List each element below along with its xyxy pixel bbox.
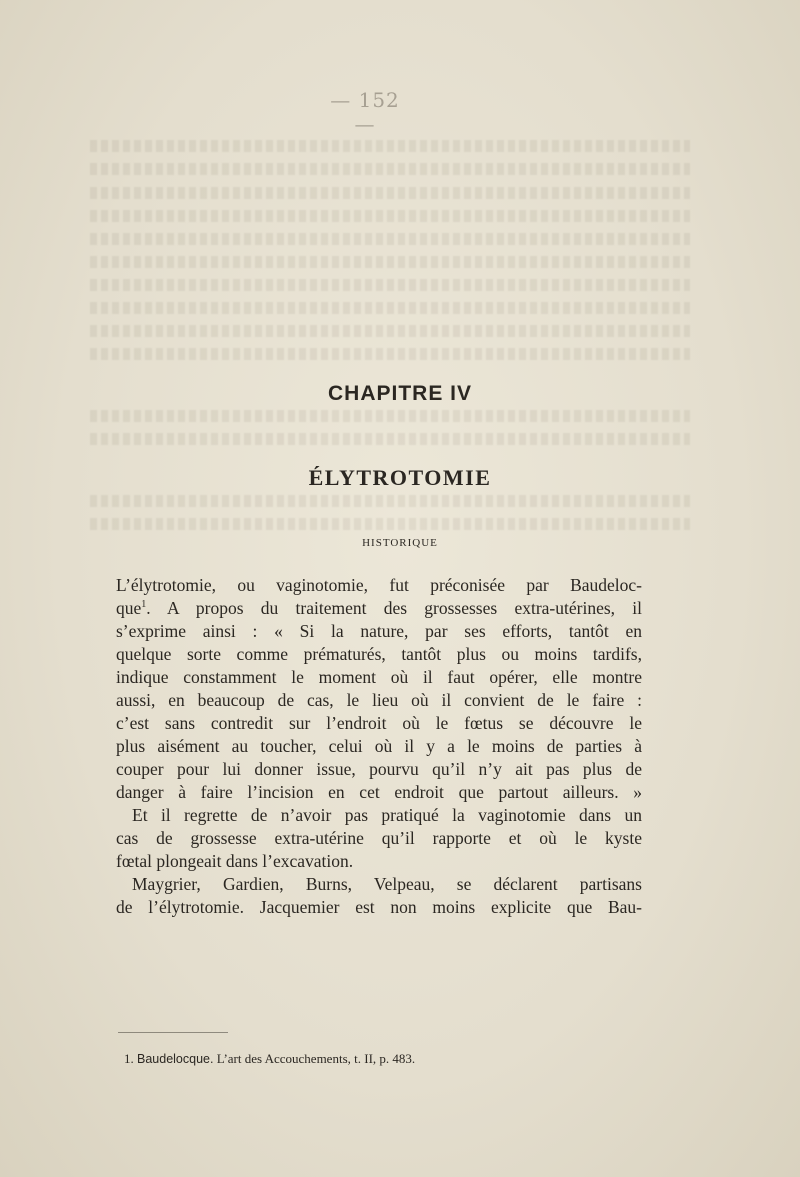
footnote-marker: 1	[141, 599, 147, 611]
text-line	[116, 597, 642, 620]
bleed-through-line	[90, 495, 690, 507]
chapter-title: CHAPITRE IV	[327, 382, 472, 405]
bleed-through-line	[90, 279, 690, 291]
text-line: L’élytrotomie, ou vaginotomie, fut préconisée par Baudeloc-	[116, 575, 642, 595]
footnote-rule	[118, 1032, 228, 1033]
paragraph	[116, 873, 642, 919]
text-line: c’est sans contredit sur l’endroit où le fœtus se découvre le	[116, 713, 642, 733]
text-fragment: . A propos du traitement des grossesses extra-utérines, il	[146, 598, 642, 618]
text-line: indique constamment le moment où il faut opérer, elle montre	[116, 667, 642, 687]
text-line: quelque sorte comme prématurés, tantôt plus ou moins tardifs,	[116, 644, 642, 664]
bleed-through-line	[90, 187, 690, 199]
section-subtitle: HISTORIQUE	[362, 537, 438, 549]
bleed-through-line	[90, 433, 690, 445]
text-line: de l’élytrotomie. Jacquemier est non moins explicite que Bau-	[116, 897, 642, 917]
bleed-through-line	[90, 518, 690, 530]
text-line: danger à faire l’incision en cet endroit que partout ailleurs. »	[116, 782, 642, 802]
footnote-number: 1.	[124, 1051, 134, 1066]
bleed-through-line	[90, 233, 690, 245]
bleed-through-line	[90, 302, 690, 314]
footnote	[124, 1051, 644, 1067]
bleed-through-line	[90, 210, 690, 222]
footnote-author: Baudelocque.	[137, 1052, 214, 1066]
bleed-through-line	[90, 256, 690, 268]
bleed-through-line	[90, 140, 690, 152]
paragraph	[116, 574, 642, 804]
footnote-text: L’art des Accouchements, t. II, p. 483.	[216, 1051, 416, 1066]
text-line: Maygrier, Gardien, Burns, Velpeau, se déclarent partisans	[132, 874, 642, 894]
text-fragment: que	[116, 598, 142, 618]
text-line: s’exprime ainsi : « Si la nature, par ses efforts, tantôt en	[116, 621, 642, 641]
bleed-through-line	[90, 325, 690, 337]
paragraph	[116, 804, 642, 873]
text-line: fœtal plongeait dans l’excavation.	[116, 851, 354, 871]
bleed-through-line	[90, 163, 690, 175]
bleed-through-line	[90, 410, 690, 422]
text-line: plus aisément au toucher, celui où il y a le moins de parties à	[116, 736, 642, 756]
page-number: — 152 —	[330, 88, 400, 136]
text-line: Et il regrette de n’avoir pas pratiqué la vaginotomie dans un	[132, 805, 642, 825]
body-text	[116, 574, 642, 919]
text-line: aussi, en beaucoup de cas, le lieu où il convient de le faire :	[116, 690, 642, 710]
text-line: couper pour lui donner issue, pourvu qu’il n’y ait pas plus de	[116, 759, 642, 779]
text-line: cas de grossesse extra-utérine qu’il rapporte et où le kyste	[116, 828, 642, 848]
section-title: ÉLYTROTOMIE	[308, 465, 492, 490]
bleed-through-line	[90, 348, 690, 360]
